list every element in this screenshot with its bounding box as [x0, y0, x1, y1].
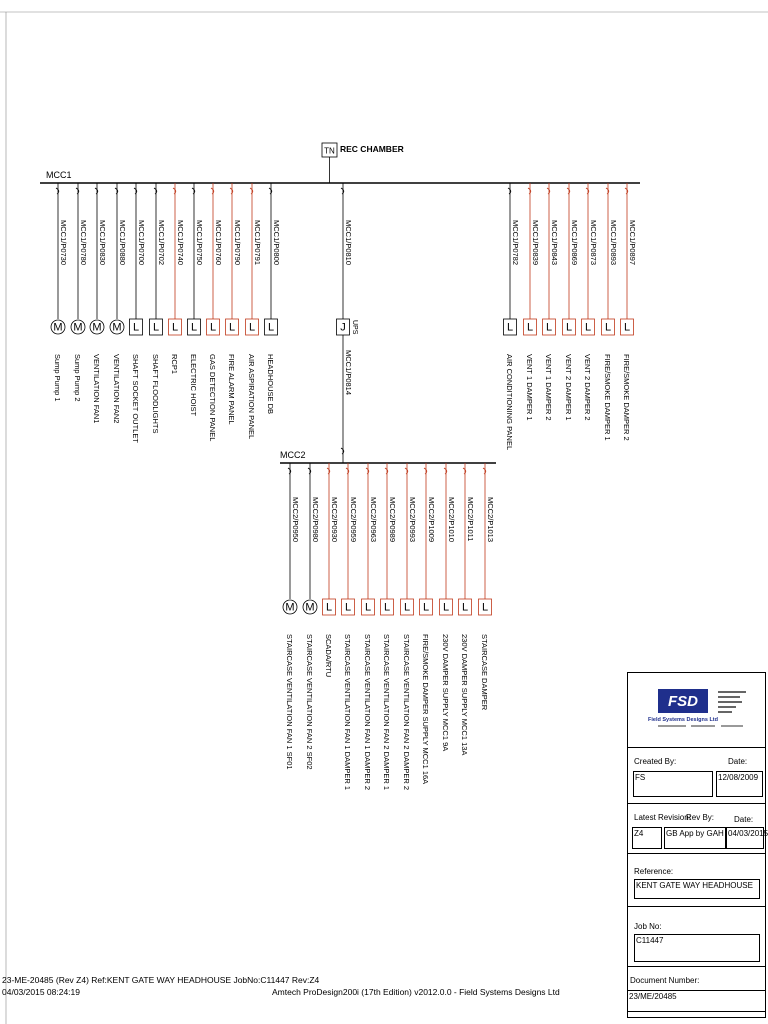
circuit-ref: MCC2/P0980 — [311, 497, 320, 543]
circuit-ref: MCC1/P0702 — [157, 220, 166, 266]
circuit-description: AIR ASPIRATION PANEL — [247, 354, 256, 440]
load-symbol — [440, 599, 453, 615]
circuit-description: 230V DAMPER SUPPLY MCC1 9A — [441, 634, 450, 752]
job-no-value: C11447 — [634, 934, 760, 962]
svg-text:L: L — [422, 601, 430, 614]
circuit-description: FIRE/SMOKE DAMPER SUPPLY MCC1 16A — [421, 634, 430, 785]
svg-text:L: L — [228, 321, 236, 334]
mcc2-feeder-ref: MCC1/P0814 — [344, 350, 353, 396]
source-name: REC CHAMBER — [340, 144, 404, 154]
circuit-description: AIR CONDITIONING PANEL — [505, 354, 514, 451]
revision-value: Z4 — [632, 827, 662, 849]
circuit-ref: MCC1/P0791 — [253, 220, 262, 266]
circuit-ref: MCC2/P1010 — [447, 497, 456, 543]
ups-symbol — [337, 319, 350, 335]
circuit-description: STAIRCASE VENTILATION FAN 2 DAMPER 2 — [402, 634, 411, 791]
svg-text:L: L — [481, 601, 489, 614]
svg-text:L: L — [171, 321, 179, 334]
circuit-description: Sump Pump 1 — [53, 354, 62, 402]
job-section — [628, 906, 765, 967]
circuit-ref: MCC2/P1009 — [427, 497, 436, 543]
circuit-ref: MCC1/P0730 — [59, 220, 68, 266]
created-section — [628, 747, 765, 804]
motor-symbol — [90, 320, 104, 334]
circuit-description: STAIRCASE DAMPER — [480, 634, 489, 711]
circuit-ref: MCC1/P0750 — [195, 220, 204, 266]
circuit-description: FIRE ALARM PANEL — [227, 354, 236, 425]
circuit-ref: MCC1/P0700 — [137, 220, 146, 266]
circuit-ref: MCC1/P0740 — [176, 220, 185, 266]
load-symbol — [188, 319, 201, 335]
footer-software: Amtech ProDesign200i (17th Edition) v2012.0.0 - Field Systems Designs Ltd — [272, 987, 560, 997]
svg-text:L: L — [209, 321, 217, 334]
load-symbol — [420, 599, 433, 615]
circuit-ref: MCC1/P0839 — [531, 220, 540, 266]
document-section — [628, 966, 765, 1017]
motor-symbol — [110, 320, 124, 334]
circuit-description: SHAFT SOCKET OUTLET — [131, 354, 140, 443]
circuit-ref: MCC1/P0897 — [628, 220, 637, 266]
revision-date-label: Date: — [734, 815, 754, 824]
footer-left-line1: 23-ME-20485 (Rev Z4) Ref:KENT GATE WAY HEADHOUSE JobNo:C11447 Rev:Z4 — [2, 975, 320, 985]
circuit-ref: MCC2/P1013 — [486, 497, 495, 543]
mcc2-label: MCC2 — [280, 450, 306, 460]
svg-text:L: L — [364, 601, 372, 614]
svg-text:J: J — [340, 321, 346, 334]
svg-text:L: L — [526, 321, 534, 334]
reference-label: Reference: — [634, 867, 674, 876]
reference-value: KENT GATE WAY HEADHOUSE — [634, 879, 760, 899]
load-symbol — [130, 319, 143, 335]
load-symbol — [543, 319, 556, 335]
circuit-description: VENTILATION FAN1 — [92, 354, 101, 424]
svg-text:L: L — [132, 321, 140, 334]
circuit-description: RCP1 — [170, 354, 179, 375]
svg-text:L: L — [461, 601, 469, 614]
circuit-ref: MCC1/P0830 — [98, 220, 107, 266]
created-by-value: FS — [633, 771, 713, 797]
circuit-ref: MCC1/P0760 — [214, 220, 223, 266]
ups-circuit-ref: MCC1/P0810 — [344, 220, 353, 266]
svg-text:M: M — [112, 321, 122, 334]
circuit-description: FIRE/SMOKE DAMPER 1 — [603, 354, 612, 441]
svg-text:M: M — [53, 321, 63, 334]
circuit-description: VENT 1 DAMPER 1 — [525, 354, 534, 421]
document-number-value: 23/ME/20485 — [628, 990, 765, 1012]
circuit-ref: MCC1/P0782 — [511, 220, 520, 266]
load-symbol — [150, 319, 163, 335]
circuit-description: STAIRCASE VENTILATION FAN 1 DAMPER 1 — [343, 634, 352, 791]
svg-text:L: L — [152, 321, 160, 334]
circuit-description: ELECTRIC HOIST — [189, 354, 198, 417]
circuit-ref: MCC1/P0880 — [118, 220, 127, 266]
circuit-description: VENT 2 DAMPER 2 — [583, 354, 592, 421]
svg-text:M: M — [73, 321, 83, 334]
circuit-ref: MCC1/P0869 — [570, 220, 579, 266]
circuit-description: FIRE/SMOKE DAMPER 2 — [622, 354, 631, 441]
load-symbol — [401, 599, 414, 615]
load-symbol — [246, 319, 259, 335]
load-symbol — [169, 319, 182, 335]
load-symbol — [342, 599, 355, 615]
circuit-description: VENT 2 DAMPER 1 — [564, 354, 573, 421]
motor-symbol — [51, 320, 65, 334]
svg-text:L: L — [248, 321, 256, 334]
load-symbol — [226, 319, 239, 335]
latest-revision-label: Latest Revision: — [634, 813, 691, 822]
circuit-ref: MCC2/P0959 — [349, 497, 358, 543]
circuit-description: STAIRCASE VENTILATION FAN 1 DAMPER 2 — [363, 634, 372, 791]
title-block-logo-area — [628, 673, 765, 748]
created-date-label: Date: — [728, 757, 748, 766]
load-symbol — [265, 319, 278, 335]
circuit-ref: MCC2/P0930 — [330, 497, 339, 543]
svg-text:L: L — [325, 601, 333, 614]
svg-text:L: L — [344, 601, 352, 614]
circuit-description: GAS DETECTION PANEL — [208, 354, 217, 442]
load-symbol — [602, 319, 615, 335]
svg-text:L: L — [584, 321, 592, 334]
reference-section — [628, 853, 765, 907]
load-symbol — [563, 319, 576, 335]
circuit-description: SHAFT FLOODLIGHTS — [151, 354, 160, 434]
source-label: TN — [324, 146, 335, 156]
circuit-ref: MCC1/P0843 — [550, 220, 559, 266]
rev-by-label: Rev By: — [686, 813, 715, 822]
circuit-description: HEADHOUSE DB — [266, 354, 275, 415]
document-number-label: Document Number: — [630, 976, 700, 985]
load-symbol — [381, 599, 394, 615]
svg-text:L: L — [383, 601, 391, 614]
circuit-ref: MCC1/P0780 — [79, 220, 88, 266]
circuit-group — [51, 183, 637, 790]
company-logo — [628, 673, 765, 747]
svg-text:FSD: FSD — [668, 693, 698, 710]
rev-by-value: GB App by GAH — [664, 827, 726, 849]
svg-text:Field Systems Designs Ltd: Field Systems Designs Ltd — [648, 717, 718, 723]
circuit-ref: MCC2/P1011 — [466, 497, 475, 542]
revision-section — [628, 803, 768, 854]
svg-text:L: L — [604, 321, 612, 334]
load-symbol — [323, 599, 336, 615]
circuit-description: STAIRCASE VENTILATION FAN 2 SF02 — [305, 634, 314, 770]
svg-text:L: L — [267, 321, 275, 334]
circuit-ref: MCC2/P0993 — [408, 497, 417, 543]
revision-date-value: 04/03/2015 — [726, 827, 764, 849]
svg-text:M: M — [305, 601, 315, 614]
circuit-ref: MCC1/P0873 — [589, 220, 598, 266]
svg-text:L: L — [623, 321, 631, 334]
load-symbol — [504, 319, 517, 335]
circuit-ref: MCC2/P0950 — [291, 497, 300, 543]
svg-text:M: M — [92, 321, 102, 334]
load-symbol — [621, 319, 634, 335]
circuit-ref: MCC2/P0963 — [369, 497, 378, 543]
title-block — [627, 672, 766, 1018]
load-symbol — [479, 599, 492, 615]
circuit-ref: MCC2/P0989 — [388, 497, 397, 543]
circuit-description: 230V DAMPER SUPPLY MCC1 13A — [460, 634, 469, 756]
svg-text:L: L — [506, 321, 514, 334]
motor-symbol — [283, 600, 297, 614]
svg-text:M: M — [285, 601, 295, 614]
load-symbol — [207, 319, 220, 335]
source-node — [322, 143, 404, 183]
circuit-description: STAIRCASE VENTILATION FAN 2 DAMPER 1 — [382, 634, 391, 791]
svg-text:L: L — [442, 601, 450, 614]
circuit-ref: MCC1/P0800 — [272, 220, 281, 266]
load-symbol — [524, 319, 537, 335]
motor-symbol — [303, 600, 317, 614]
circuit-ref: MCC1/P0893 — [609, 220, 618, 266]
load-symbol — [362, 599, 375, 615]
job-no-label: Job No: — [634, 922, 662, 931]
load-symbol — [582, 319, 595, 335]
svg-text:L: L — [565, 321, 573, 334]
circuit-description: STAIRCASE VENTILATION FAN 1 SF01 — [285, 634, 294, 770]
circuit-ref: MCC1/P0790 — [233, 220, 242, 266]
created-by-label: Created By: — [634, 757, 677, 766]
ups-tag: UPS — [351, 320, 358, 335]
circuit-description: VENTILATION FAN2 — [112, 354, 121, 424]
svg-text:L: L — [545, 321, 553, 334]
motor-symbol — [71, 320, 85, 334]
circuit-description: SCADA/RTU — [324, 634, 333, 678]
mcc1-label: MCC1 — [46, 170, 72, 180]
load-symbol — [459, 599, 472, 615]
footer-left-line2: 04/03/2015 08:24:19 — [2, 987, 80, 997]
circuit-description: Sump Pump 2 — [73, 354, 82, 402]
svg-text:L: L — [403, 601, 411, 614]
created-date-value: 12/08/2009 — [716, 771, 763, 797]
svg-text:L: L — [190, 321, 198, 334]
circuit-description: VENT 1 DAMPER 2 — [544, 354, 553, 421]
